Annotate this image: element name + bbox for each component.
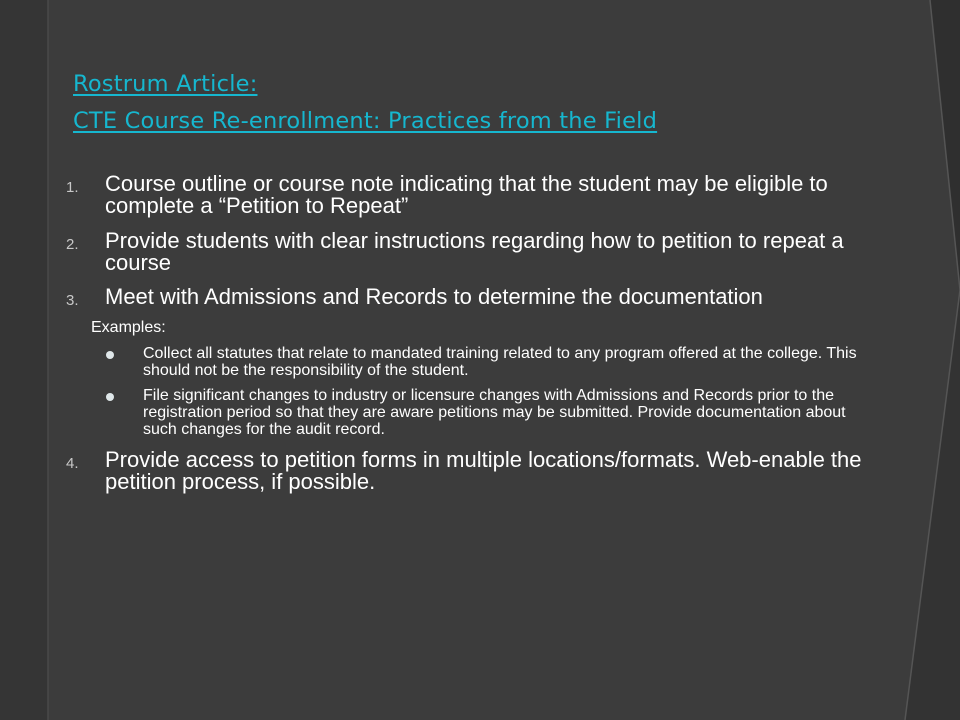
list-number: 1. — [66, 179, 79, 196]
title-link-cte-course-reenrollment[interactable]: CTE Course Re-enrollment: Practices from the Field — [73, 108, 658, 134]
example-text: File significant changes to industry or licensure changes with Admissions and Records prior to the registration period so that they are aware petitions may be submitted. Provide documentation about such changes for the audit record. — [143, 387, 846, 438]
slide-title — [73, 66, 933, 140]
list-number: 4. — [66, 455, 79, 472]
title-link-rostrum-article[interactable]: Rostrum Article: — [73, 71, 258, 97]
bullet-icon — [106, 387, 143, 405]
bullet-icon — [106, 345, 143, 363]
examples-list — [66, 345, 878, 438]
list-item — [66, 230, 878, 274]
list-item — [66, 173, 878, 217]
example-item — [106, 345, 878, 379]
examples-label: Examples: — [91, 319, 166, 336]
list-item-text: Provide students with clear instructions regarding how to petition to repeat a course — [105, 228, 844, 275]
list-item — [66, 286, 878, 312]
slide-body — [66, 169, 878, 493]
list-item — [66, 449, 878, 493]
list-item-text: Provide access to petition forms in multiple locations/formats. Web-enable the petition process, if possible. — [105, 447, 862, 494]
example-text: Collect all statutes that relate to mandated training related to any program offered at the college. This should not be the responsibility of the student. — [143, 345, 857, 379]
list-item-text: Course outline or course note indicating that the student may be eligible to complete a “Petition to Repeat” — [105, 171, 828, 218]
list-number: 3. — [66, 292, 79, 309]
example-item — [106, 387, 878, 438]
list-number: 2. — [66, 236, 79, 253]
list-item-text: Meet with Admissions and Records to determine the documentation — [105, 284, 763, 309]
